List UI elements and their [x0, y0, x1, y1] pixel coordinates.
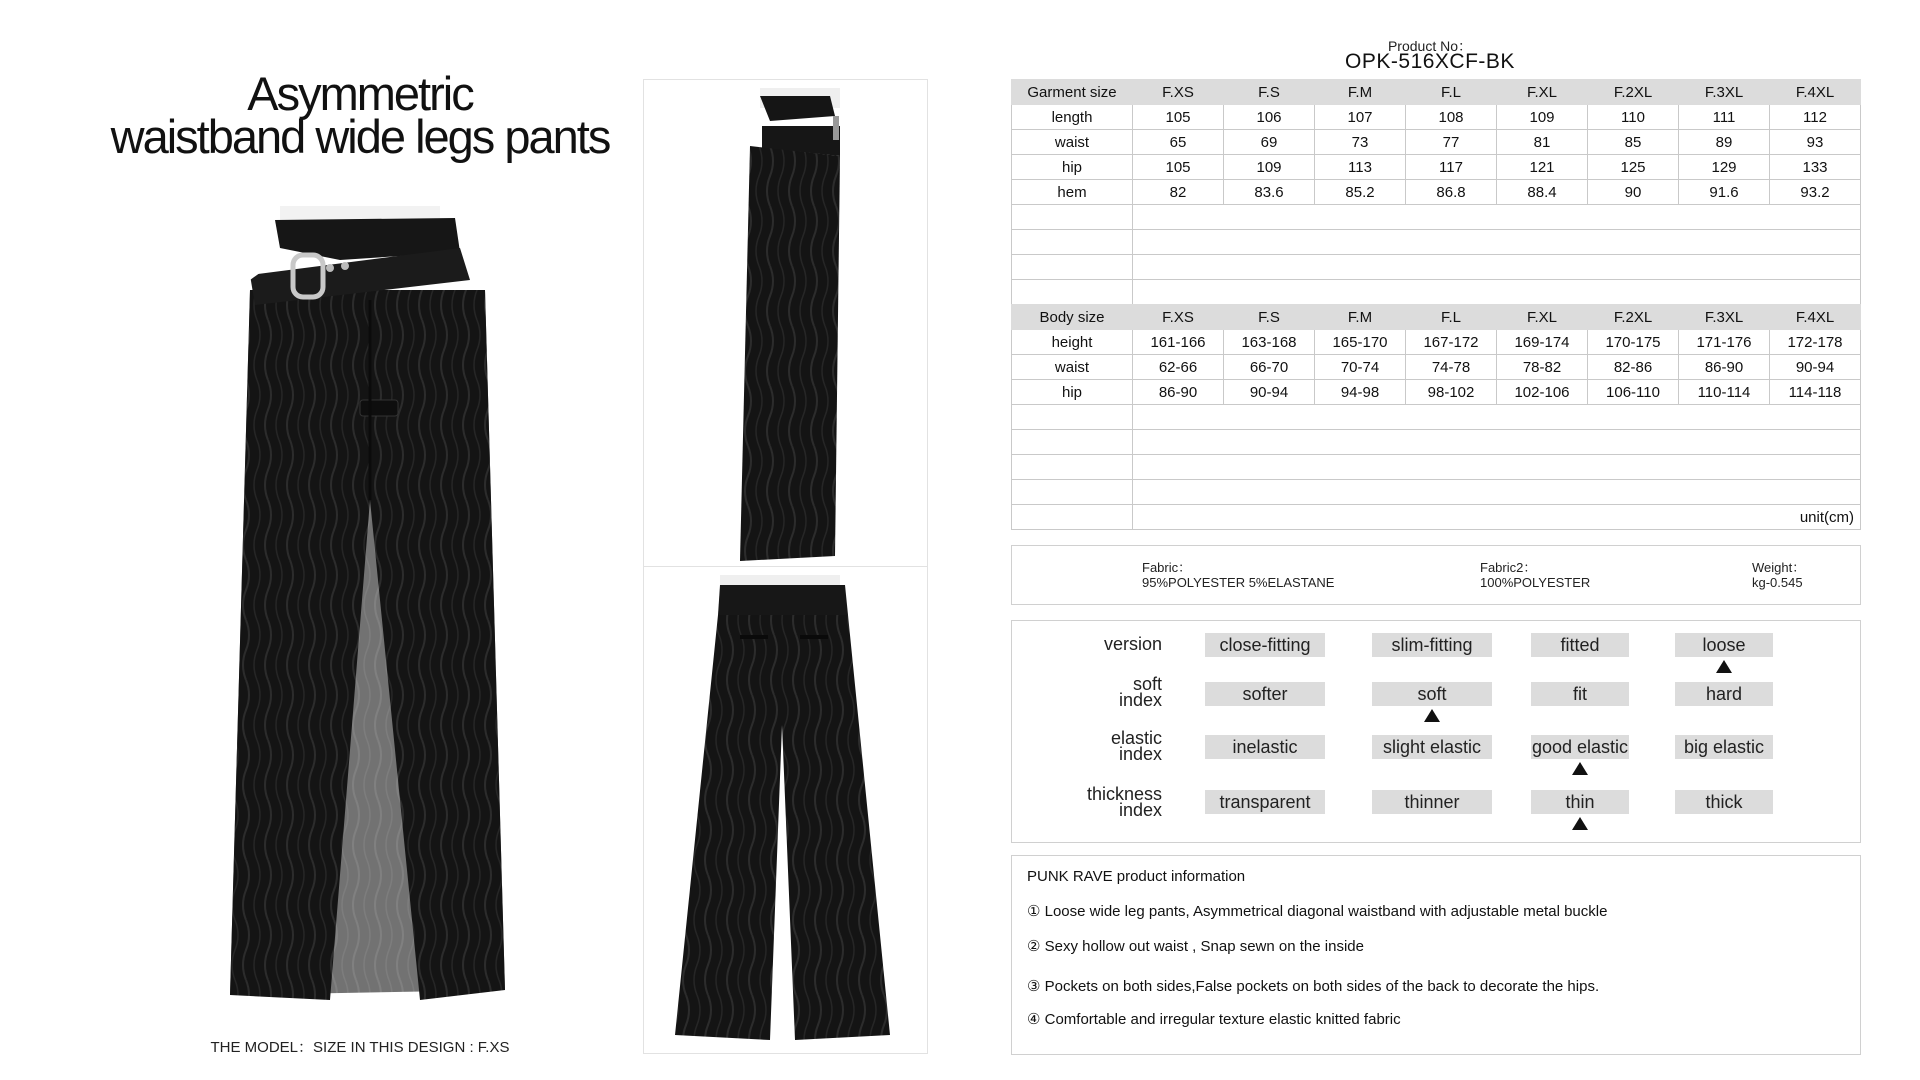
model-size-note: THE MODEL：SIZE IN THIS DESIGN : F.XS	[210, 1039, 510, 1056]
table-cell: 163-168	[1224, 330, 1315, 355]
size-header-cell: F.2XL	[1588, 305, 1679, 330]
table-cell: 78-82	[1497, 355, 1588, 380]
table-cell: 93	[1770, 130, 1861, 155]
soft-option: softer	[1205, 682, 1325, 706]
row-label: hip	[1012, 155, 1133, 180]
size-header-cell: F.S	[1224, 80, 1315, 105]
table-cell: 85	[1588, 130, 1679, 155]
table-cell: 111	[1679, 105, 1770, 130]
size-header-cell: F.3XL	[1679, 305, 1770, 330]
fabric-info-box	[1011, 545, 1861, 605]
table-cell: 112	[1770, 105, 1861, 130]
elastic-option: big elastic	[1675, 735, 1773, 759]
table-cell: 89	[1679, 130, 1770, 155]
table-row	[1012, 130, 1861, 155]
empty-row	[1012, 255, 1861, 280]
table-cell: 86.8	[1406, 180, 1497, 205]
fabric-2	[1480, 560, 1590, 590]
row-label	[1012, 480, 1133, 505]
table-cell: 62-66	[1133, 355, 1224, 380]
row-label: hip	[1012, 380, 1133, 405]
row-label: height	[1012, 330, 1133, 355]
size-header-cell: F.3XL	[1679, 80, 1770, 105]
selected-marker-icon	[1716, 660, 1732, 673]
unit-row	[1012, 505, 1861, 530]
thickness-option: transparent	[1205, 790, 1325, 814]
empty-row	[1012, 230, 1861, 255]
empty-cell	[1133, 430, 1861, 455]
table-cell: 90-94	[1224, 380, 1315, 405]
table-header-row	[1012, 305, 1861, 330]
table-cell: 88.4	[1497, 180, 1588, 205]
soft-option: hard	[1675, 682, 1773, 706]
table-cell: 85.2	[1315, 180, 1406, 205]
table-cell: 74-78	[1406, 355, 1497, 380]
side-product-photo	[700, 86, 860, 566]
table-cell: 82-86	[1588, 355, 1679, 380]
elastic-option: slight elastic	[1372, 735, 1492, 759]
soft-index-label	[1042, 676, 1162, 708]
empty-cell	[1133, 480, 1861, 505]
index-label-line: soft	[1132, 674, 1162, 694]
empty-cell	[1133, 280, 1861, 305]
thickness-option: thinner	[1372, 790, 1492, 814]
row-label: waist	[1012, 130, 1133, 155]
size-header-cell: F.4XL	[1770, 80, 1861, 105]
table-cell: 90	[1588, 180, 1679, 205]
info-item: ④ Comfortable and irregular texture elastic knitted fabric	[1027, 1011, 1401, 1028]
row-label: waist	[1012, 355, 1133, 380]
elastic-index-label	[1042, 730, 1162, 762]
product-number-label: Product No：	[1387, 38, 1473, 54]
index-label-line: index	[1118, 690, 1162, 710]
soft-option-selected: soft	[1372, 682, 1492, 706]
version-option: fitted	[1531, 633, 1629, 657]
table-cell: 93.2	[1770, 180, 1861, 205]
row-label	[1012, 280, 1133, 305]
table-cell: 133	[1770, 155, 1861, 180]
table-cell: 172-178	[1770, 330, 1861, 355]
fabric-1-value: 95%POLYESTER 5%ELASTANE	[1142, 575, 1335, 590]
table-cell: 109	[1497, 105, 1588, 130]
product-title-line2: waistband wide legs pants	[110, 110, 610, 163]
table-cell: 170-175	[1588, 330, 1679, 355]
table-row	[1012, 155, 1861, 180]
empty-row	[1012, 280, 1861, 305]
table-cell: 121	[1497, 155, 1588, 180]
empty-row	[1012, 455, 1861, 480]
table-cell: 90-94	[1770, 355, 1861, 380]
table-cell: 81	[1497, 130, 1588, 155]
table-row	[1012, 380, 1861, 405]
table-cell: 167-172	[1406, 330, 1497, 355]
row-label: hem	[1012, 180, 1133, 205]
product-title-line1: Asymmetric	[247, 67, 473, 120]
info-item: ③ Pockets on both sides,False pockets on both sides of the back to decorate the hips.	[1027, 978, 1600, 995]
row-label	[1012, 230, 1133, 255]
selected-marker-icon	[1572, 762, 1588, 775]
table-cell: 110-114	[1679, 380, 1770, 405]
size-header-cell: F.L	[1406, 305, 1497, 330]
elastic-option: inelastic	[1205, 735, 1325, 759]
row-label: length	[1012, 105, 1133, 130]
row-label	[1012, 505, 1133, 530]
empty-row	[1012, 205, 1861, 230]
table-cell: 105	[1133, 155, 1224, 180]
size-header-cell: F.2XL	[1588, 80, 1679, 105]
table-cell: 161-166	[1133, 330, 1224, 355]
version-option: close-fitting	[1205, 633, 1325, 657]
thickness-option: thick	[1675, 790, 1773, 814]
body-size-table	[1011, 304, 1861, 530]
product-info-box	[1011, 855, 1861, 1055]
table-cell: 65	[1133, 130, 1224, 155]
info-item: ① Loose wide leg pants, Asymmetrical diagonal waistband with adjustable metal buckle	[1027, 903, 1608, 920]
table-cell: 106	[1224, 105, 1315, 130]
size-header-cell: F.XL	[1497, 80, 1588, 105]
table-row	[1012, 330, 1861, 355]
table-header-cell: Body size	[1012, 305, 1133, 330]
table-cell: 82	[1133, 180, 1224, 205]
table-cell: 91.6	[1679, 180, 1770, 205]
row-label	[1012, 430, 1133, 455]
garment-size-table	[1011, 79, 1861, 305]
fabric-1-label: Fabric：	[1142, 560, 1192, 575]
row-label	[1012, 205, 1133, 230]
index-label-line: index	[1118, 744, 1162, 764]
fabric-2-label: Fabric2：	[1480, 560, 1537, 575]
row-label	[1012, 455, 1133, 480]
table-cell: 171-176	[1679, 330, 1770, 355]
version-option-selected: loose	[1675, 633, 1773, 657]
back-product-photo	[660, 575, 910, 1045]
table-header-row	[1012, 80, 1861, 105]
fabric-2-value: 100%POLYESTER	[1480, 575, 1591, 590]
table-cell: 86-90	[1133, 380, 1224, 405]
table-cell: 94-98	[1315, 380, 1406, 405]
index-label-line: version	[1103, 634, 1162, 654]
weight-label: Weight：	[1752, 560, 1806, 575]
fabric-1	[1142, 560, 1334, 590]
table-row	[1012, 355, 1861, 380]
selected-marker-icon	[1424, 709, 1440, 722]
table-cell: 83.6	[1224, 180, 1315, 205]
table-cell: 107	[1315, 105, 1406, 130]
index-label-line: index	[1118, 800, 1162, 820]
empty-cell	[1133, 405, 1861, 430]
table-cell: 106-110	[1588, 380, 1679, 405]
table-cell: 109	[1224, 155, 1315, 180]
empty-cell	[1133, 255, 1861, 280]
table-row	[1012, 180, 1861, 205]
version-label	[1042, 636, 1162, 652]
size-header-cell: F.XS	[1133, 305, 1224, 330]
size-header-cell: F.L	[1406, 80, 1497, 105]
table-cell: 86-90	[1679, 355, 1770, 380]
product-number: OPK-516XCF-BK	[1345, 50, 1515, 73]
table-cell: 66-70	[1224, 355, 1315, 380]
table-cell: 129	[1679, 155, 1770, 180]
product-title	[60, 67, 660, 163]
weight-value: kg-0.545	[1752, 575, 1803, 590]
thickness-option-selected: thin	[1531, 790, 1629, 814]
soft-option: fit	[1531, 682, 1629, 706]
table-cell: 73	[1315, 130, 1406, 155]
front-product-photo	[220, 200, 530, 1010]
unit-note: unit(cm)	[1133, 505, 1861, 530]
size-header-cell: F.S	[1224, 305, 1315, 330]
table-cell: 102-106	[1497, 380, 1588, 405]
table-cell: 165-170	[1315, 330, 1406, 355]
empty-cell	[1133, 205, 1861, 230]
empty-cell	[1133, 455, 1861, 480]
empty-row	[1012, 430, 1861, 455]
table-cell: 77	[1406, 130, 1497, 155]
size-header-cell: F.XS	[1133, 80, 1224, 105]
empty-row	[1012, 405, 1861, 430]
table-cell: 69	[1224, 130, 1315, 155]
table-cell: 98-102	[1406, 380, 1497, 405]
index-label-line: elastic	[1110, 728, 1162, 748]
selected-marker-icon	[1572, 817, 1588, 830]
size-header-cell: F.M	[1315, 305, 1406, 330]
info-item: ② Sexy hollow out waist , Snap sewn on the inside	[1027, 938, 1364, 955]
info-heading: PUNK RAVE product information	[1027, 868, 1246, 885]
size-header-cell: F.XL	[1497, 305, 1588, 330]
row-label	[1012, 405, 1133, 430]
empty-row	[1012, 480, 1861, 505]
table-cell: 105	[1133, 105, 1224, 130]
table-cell: 108	[1406, 105, 1497, 130]
thickness-index-label	[1042, 786, 1162, 818]
elastic-option-selected: good elastic	[1531, 737, 1629, 757]
size-header-cell: F.M	[1315, 80, 1406, 105]
table-cell: 113	[1315, 155, 1406, 180]
table-cell: 169-174	[1497, 330, 1588, 355]
table-header-cell: Garment size	[1012, 80, 1133, 105]
weight	[1752, 560, 1805, 590]
table-cell: 70-74	[1315, 355, 1406, 380]
table-cell: 114-118	[1770, 380, 1861, 405]
feature-index-box	[1011, 620, 1861, 843]
table-cell: 117	[1406, 155, 1497, 180]
photo-divider	[643, 566, 928, 567]
table-cell: 110	[1588, 105, 1679, 130]
table-row	[1012, 105, 1861, 130]
version-option: slim-fitting	[1372, 633, 1492, 657]
row-label	[1012, 255, 1133, 280]
size-header-cell: F.4XL	[1770, 305, 1861, 330]
table-cell: 125	[1588, 155, 1679, 180]
index-label-line: thickness	[1086, 784, 1162, 804]
empty-cell	[1133, 230, 1861, 255]
